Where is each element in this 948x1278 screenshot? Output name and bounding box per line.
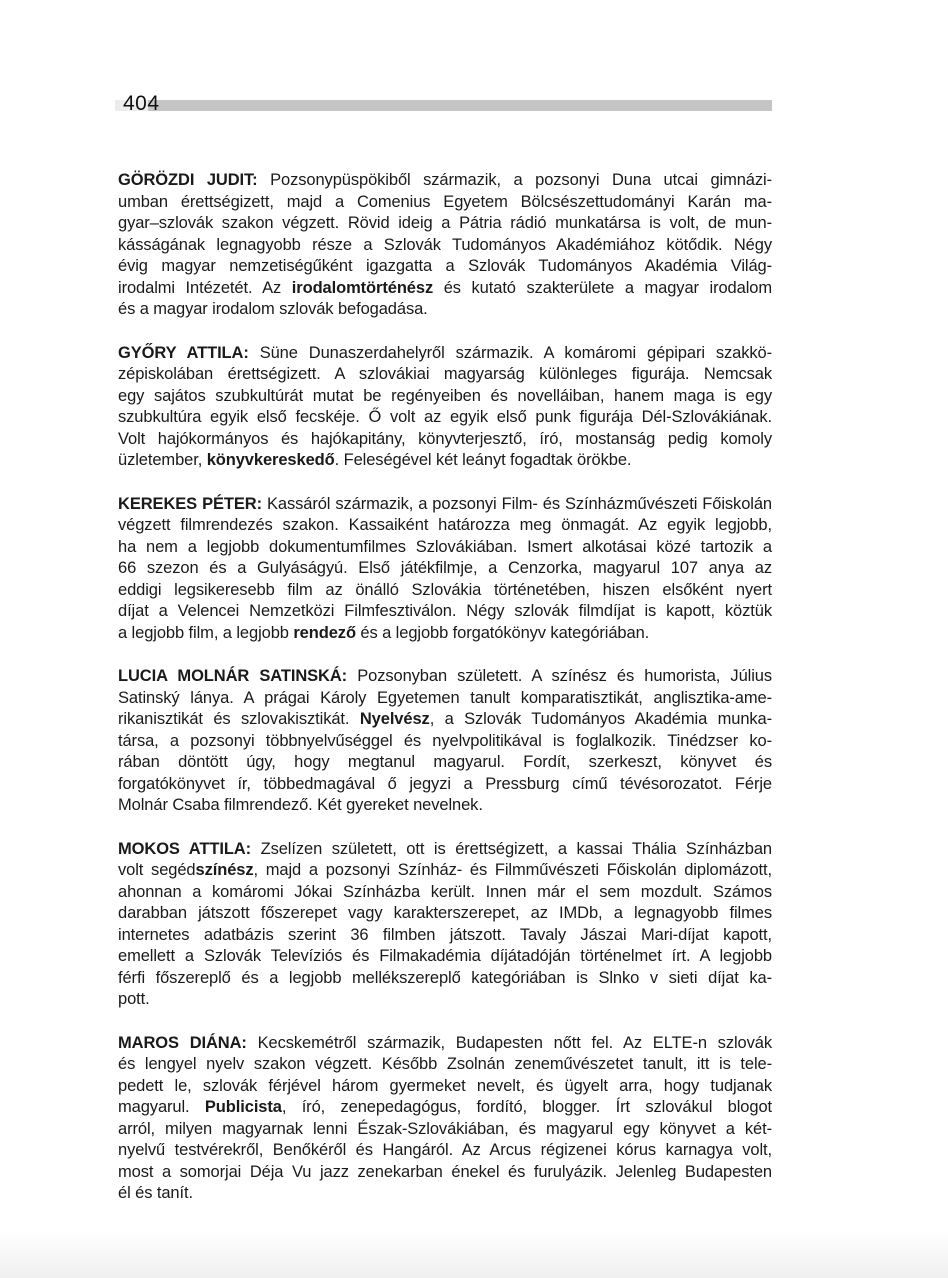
bio-line	[118, 989, 772, 1011]
bio-bold-text: Nyelvész	[359, 710, 430, 728]
bio-text: arról, milyen magyarnak lenni Észak-Szlovákiában, és magyarul egy könyvet a két-	[118, 1119, 772, 1138]
bio-bold-text: KEREKES PÉTER:	[118, 494, 262, 513]
bio-line	[118, 1162, 772, 1184]
bio-text: volt segéd	[118, 861, 196, 879]
header-rule-bar	[148, 100, 772, 111]
bio-text: pedett le, szlovák férjével három gyermeket nevelt, és ügyelt arra, hogy tudjanak	[118, 1076, 772, 1095]
bio-line	[118, 860, 772, 882]
bio-line	[118, 407, 772, 429]
bio-text: Süne Dunaszerdahelyről származik. A komáromi gépipari szakkö-	[248, 343, 773, 362]
bio-line	[118, 299, 772, 321]
bio-text: irodalmi Intézetét. Az	[118, 278, 292, 297]
bio-line	[118, 213, 772, 235]
bio-text: rában döntött úgy, hogy megtanul magyarul. Fordít, szerkeszt, könyvet és	[118, 753, 772, 771]
bio-bold-text: színész	[195, 861, 254, 879]
bio-entry-kerekes-peter	[118, 494, 772, 645]
bio-line	[118, 192, 772, 214]
bio-text: és a legjobb forgatókönyv kategóriában.	[355, 623, 650, 642]
bio-line	[118, 364, 772, 386]
bio-text: és a magyar irodalom szlovák befogadása.	[118, 300, 428, 318]
bio-line	[118, 537, 772, 559]
bio-line	[118, 1097, 772, 1119]
bio-entry-gorozdi-judit	[118, 170, 772, 321]
bio-text: Zselízen született, ott is érettségizett, a kassai Thália Színházban	[251, 839, 772, 858]
bio-line	[118, 903, 772, 925]
bio-line	[118, 343, 772, 365]
bio-text: internetes adatbázis szerint 36 filmben játszott. Tavaly Jászai Mari-díjat kapott,	[118, 925, 772, 944]
bio-text: darabban játszott főszerepet vagy karakterszerepet, az IMDb, a legnagyobb filmes	[118, 904, 772, 922]
bio-text: zépiskolában érettségizett. A szlovákiai magyarság különleges figurája. Nemcsak	[118, 365, 772, 383]
bio-entry-lucia-molnar-satinska	[118, 666, 772, 817]
bio-text: 66 szezon és a Gulyáságyú. Első játékfilmje, a Cenzorka, magyarul 107 anya az	[118, 559, 772, 577]
bio-line	[118, 429, 772, 451]
bio-line	[118, 1076, 772, 1098]
bio-text: umban érettségizett, majd a Comenius Egyetem Bölcsészettudományi Karán ma-	[118, 192, 772, 211]
bio-line	[118, 1140, 772, 1162]
bio-text: Kecskemétről származik, Budapesten nőtt fel. Az ELTE-n szlovák	[246, 1033, 773, 1052]
page-bottom-edge	[0, 1230, 948, 1278]
bio-text: kásságának legnagyobb része a Szlovák Tudományos Akadémiához kötődik. Négy	[118, 235, 772, 254]
bio-text: Molnár Csaba filmrendező. Két gyereket nevelnek.	[118, 796, 483, 814]
bio-line	[118, 709, 772, 731]
bio-text: emellett a Szlovák Televíziós és Filmakadémia díjátadóján történelmet írt. A legjobb	[118, 947, 772, 965]
bio-text: forgatókönyvet ír, többedmagával ő jegyzi a Pressburg című tévésorozatot. Férje	[118, 774, 772, 793]
bio-bold-text: LUCIA MOLNÁR SATINSKÁ:	[118, 667, 348, 685]
bio-line	[118, 515, 772, 537]
bio-line	[118, 946, 772, 968]
bio-line	[118, 752, 772, 774]
bio-text: gyar–szlovák szakon végzett. Rövid ideig a Pátria rádió munkatársa is volt, de mun-	[118, 214, 772, 232]
bio-line	[118, 235, 772, 257]
bio-bold-text: könyvkereskedő	[206, 451, 335, 469]
bio-line	[118, 601, 772, 623]
bio-line	[118, 1183, 772, 1205]
bio-line	[118, 170, 772, 192]
bio-line	[118, 580, 772, 602]
bio-bold-text: Publicista	[204, 1098, 282, 1116]
bio-line	[118, 386, 772, 408]
bio-entry-mokos-attila	[118, 839, 772, 1011]
bio-text: . Feleségével két leányt fogadtak örökbe.	[334, 451, 632, 469]
bio-text: végzett filmrendezés szakon. Kassaiként határozza meg önmagát. Az egyik legjobb,	[118, 516, 772, 534]
bio-line	[118, 558, 772, 580]
bio-list	[118, 170, 772, 1227]
bio-line	[118, 256, 772, 278]
bio-text: és lengyel nyelv szakon végzett. Később Zsolnán zeneművészetet tanult, itt is tele-	[118, 1055, 772, 1073]
bio-text: magyarul.	[118, 1098, 205, 1116]
bio-text: eddigi legsikeresebb film az önálló Szlovákia történetében, hiszen elsőként nyert	[118, 580, 772, 599]
bio-line	[118, 1119, 772, 1141]
bio-text: nyelvű testvérekről, Benőkéről és Hangáról. Az Arcus régizenei kórus karnagya volt,	[118, 1141, 772, 1159]
bio-text: Pozsonyban született. A színész és humorista, Július	[347, 667, 772, 685]
bio-text: díjat a Velencei Nemzetközi Filmfesztiválon. Négy szlovák filmdíjat is kapott, köztük	[118, 602, 772, 620]
bio-bold-text: MAROS DIÁNA:	[118, 1033, 247, 1052]
bio-line	[118, 774, 772, 796]
bio-text: , a Szlovák Tudományos Akadémia munka-	[429, 710, 773, 728]
bio-text: ahonnan a komáromi Jókai Színházba került. Innen már el sem mozdult. Számos	[118, 882, 772, 901]
bio-text: Pozsonypüspökiből származik, a pozsonyi Duna utcai gimnázi-	[257, 171, 772, 189]
bio-bold-text: irodalomtörténész	[291, 278, 434, 297]
bio-line	[118, 731, 772, 753]
bio-line	[118, 666, 772, 688]
bio-bold-text: GYŐRY ATTILA:	[118, 343, 249, 362]
bio-text: , majd a pozsonyi Színház- és Filmművészeti Főiskolán diplomázott,	[253, 861, 772, 879]
bio-text: pott.	[118, 990, 150, 1008]
bio-text: évig magyar nemzetiségűként igazgatta a Szlovák Tudományos Akadémia Világ-	[118, 257, 772, 275]
bio-text: most a somorjai Déja Vu jazz zenekarban énekel és furulyázik. Jelenleg Budapesten	[118, 1162, 772, 1181]
bio-line	[118, 494, 772, 516]
bio-text: és kutató szakterülete a magyar irodalom	[433, 278, 772, 297]
bio-text: rikanisztikát és szlovakisztikát.	[118, 710, 360, 728]
bio-text: üzletember,	[118, 451, 207, 469]
bio-line	[118, 688, 772, 710]
bio-entry-maros-diana	[118, 1033, 772, 1205]
bio-bold-text: MOKOS ATTILA:	[118, 839, 252, 858]
bio-text: Volt hajókormányos és hajókapitány, könyvterjesztő, író, mostanság pedig komoly	[118, 429, 772, 448]
bio-text: férfi főszereplő és a legjobb mellékszereplő kategóriában is Slnko v sieti díjat ka-	[118, 968, 772, 987]
bio-entry-gyory-attila	[118, 343, 772, 472]
bio-text: ha nem a legjobb dokumentumfilmes Szlovákiában. Ismert alkotásai közé tartozik a	[118, 537, 772, 556]
page-header	[115, 93, 772, 115]
bio-text: a legjobb film, a legjobb	[118, 623, 294, 642]
bio-line	[118, 925, 772, 947]
bio-text: egy sajátos szubkultúrát mutat be regényeiben és novelláiban, hanem maga is egy	[118, 386, 772, 405]
bio-bold-text: GÖRÖZDI JUDIT:	[118, 171, 258, 189]
bio-line	[118, 278, 772, 300]
bio-line	[118, 1033, 772, 1055]
bio-text: Kassáról származik, a pozsonyi Film- és Színházművészeti Főiskolán	[261, 494, 772, 513]
bio-text: szubkultúra egyik első fecskéje. Ő volt az egyik első punk figurája Dél-Szlovákiának.	[118, 408, 772, 426]
bio-line	[118, 839, 772, 861]
bio-line	[118, 1054, 772, 1076]
bio-line	[118, 968, 772, 990]
bio-line	[118, 450, 772, 472]
bio-text: , író, zenepedagógus, fordító, blogger. Írt szlovákul blogot	[281, 1098, 773, 1116]
bio-text: társa, a pozsonyi többnyelvűséggel és nyelvpolitikával is foglalkozik. Tinédzser ko-	[118, 731, 772, 750]
bio-line	[118, 882, 772, 904]
bio-text: Satinský lánya. A prágai Károly Egyetemen tanult komparatisztikát, anglisztika-ame-	[118, 688, 772, 707]
bio-line	[118, 623, 772, 645]
bio-text: él és tanít.	[118, 1184, 193, 1202]
bio-bold-text: rendező	[293, 623, 356, 642]
bio-line	[118, 795, 772, 817]
page-number: 404	[123, 92, 160, 115]
